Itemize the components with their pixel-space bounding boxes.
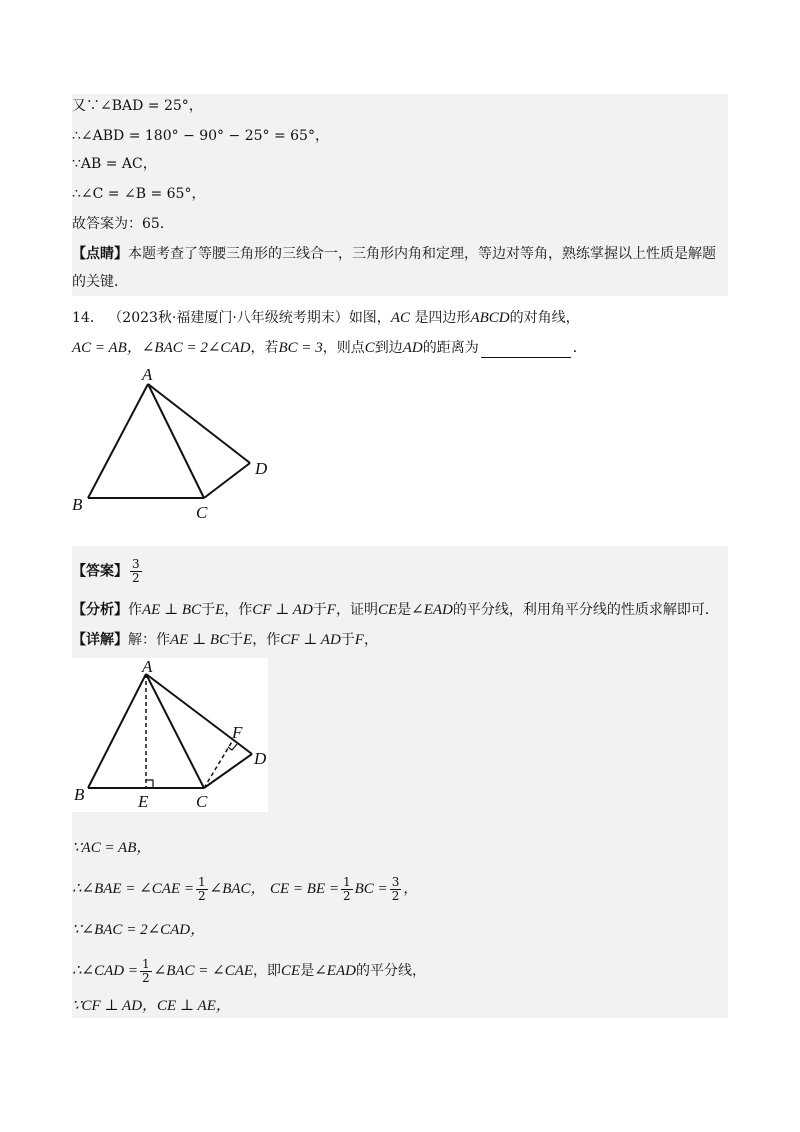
math: AC — [390, 310, 410, 326]
step-line — [72, 956, 426, 986]
question-text: ，若 — [250, 340, 279, 356]
text: 作 — [128, 602, 142, 618]
math: CF ⊥ AD — [252, 602, 313, 618]
math: ABCD — [470, 310, 510, 326]
answer-line: 故答案为：65． — [72, 216, 174, 232]
answer-line — [72, 558, 144, 585]
answer-fraction — [130, 558, 142, 585]
fraction-denominator: 2 — [343, 888, 351, 903]
fraction-denominator: 2 — [141, 970, 150, 985]
question-14-line-1 — [72, 308, 580, 328]
text: 的平分线， — [355, 963, 426, 979]
math: AC = AB，∠BAC = 2∠CAD — [72, 340, 251, 356]
analysis-line — [72, 600, 719, 620]
math: ∵CF ⊥ AD，CE ⊥ AE， — [72, 998, 231, 1014]
label-c: C — [196, 792, 208, 811]
label-c: C — [196, 503, 208, 522]
question-text: ，则点 — [322, 340, 365, 356]
figure-construction — [72, 658, 268, 812]
text: 是 — [397, 602, 412, 618]
question-14-line-2 — [72, 338, 587, 358]
text: 于 — [340, 632, 355, 648]
label-b: B — [72, 495, 83, 514]
fraction-numerator: 3 — [391, 874, 400, 889]
fraction-numerator: 1 — [343, 874, 351, 889]
fraction-numerator: 1 — [198, 874, 206, 889]
text: ，作 — [252, 632, 281, 648]
step-line: ∵AB = AC， — [72, 156, 157, 172]
math: CE — [281, 963, 301, 979]
fraction-half — [140, 958, 152, 985]
question-text: 是四边形 — [414, 310, 471, 326]
text: ， — [403, 881, 418, 897]
step-line — [72, 920, 205, 940]
fraction-denominator: 2 — [132, 571, 140, 585]
segment-ad — [148, 384, 250, 463]
figure-quadrilateral-abcd — [60, 360, 300, 530]
question-text: 的对角线， — [509, 310, 580, 326]
question-source: （2023秋·福建厦门·八年级统考期末） — [108, 310, 349, 326]
label-d: D — [255, 459, 268, 478]
step-line: ∴∠ABD = 180° − 90° − 25° = 65°， — [72, 128, 329, 144]
fraction-half — [196, 876, 208, 903]
math: F — [354, 632, 364, 648]
math: AE ⊥ BC — [142, 602, 202, 618]
dianjing-tag: 【点睛】 — [72, 246, 128, 262]
fraction-denominator: 2 — [391, 888, 400, 903]
fraction-numerator: 1 — [141, 956, 150, 971]
question-text: ． — [572, 340, 587, 356]
step-line — [72, 838, 151, 858]
dianjing-text: 本题考查了等腰三角形的三线合一，三角形内角和定理，等边对等角，熟练掌握以上性质是解题 — [128, 246, 716, 262]
answer-blank — [481, 343, 571, 358]
math: AD — [402, 340, 423, 356]
fraction-numerator: 3 — [132, 557, 140, 571]
math: ∠EAD — [314, 963, 356, 979]
text: 于 — [312, 602, 327, 618]
math: AE ⊥ BC — [170, 632, 230, 648]
math: BC = — [354, 881, 388, 897]
label-f: F — [232, 723, 243, 742]
segment-ac — [148, 384, 204, 498]
math: ∠BAC = ∠CAE — [153, 963, 254, 979]
step-line — [72, 874, 417, 904]
math: ∴∠CAD = — [72, 963, 138, 979]
math: ∵∠BAC = 2∠CAD， — [72, 922, 206, 938]
math: BC = 3 — [278, 340, 323, 356]
text: ， — [363, 632, 378, 648]
question-text: 到边 — [374, 340, 403, 356]
text: 解：作 — [128, 632, 170, 648]
answer-tag: 【答案】 — [72, 563, 128, 580]
text: ，即 — [253, 963, 282, 979]
fraction-three-halves — [390, 876, 402, 903]
step-line: 又∵∠BAD = 25°， — [72, 98, 203, 114]
math: E — [215, 602, 225, 618]
detail-tag: 【详解】 — [72, 632, 128, 648]
detail-line — [72, 630, 378, 650]
text: ，证明 — [335, 602, 378, 618]
segment-ab — [88, 384, 148, 498]
fraction-denominator: 2 — [198, 888, 206, 903]
segment-cd — [204, 463, 250, 498]
math: E — [243, 632, 253, 648]
text: 于 — [229, 632, 244, 648]
question-text: 的距离为 — [422, 340, 479, 356]
text: 的平分线，利用角平分线的性质求解即可． — [452, 602, 719, 618]
question-number: 14． — [72, 310, 104, 326]
label-e: E — [138, 792, 149, 811]
step-line — [72, 996, 231, 1016]
fraction-half — [341, 876, 353, 903]
math: CE — [377, 602, 398, 618]
math: ∠EAD — [411, 602, 453, 618]
math: ∵AC = AB， — [72, 840, 152, 856]
math: CE = BE = — [270, 881, 339, 897]
label-a: A — [142, 658, 153, 676]
text: ，作 — [224, 602, 253, 618]
math: C — [364, 340, 375, 356]
dianjing-line — [72, 244, 716, 264]
text: 是 — [300, 963, 315, 979]
question-text: 如图， — [348, 310, 391, 326]
label-a: A — [142, 365, 153, 384]
math: ∴∠BAE = ∠CAE = — [72, 881, 194, 897]
analysis-tag: 【分析】 — [72, 602, 128, 618]
label-d: D — [254, 749, 267, 768]
dianjing-line-2: 的关键． — [72, 274, 128, 290]
math: ∠BAC， — [209, 881, 266, 897]
label-b: B — [74, 785, 85, 804]
step-line: ∴∠C = ∠B = 65°， — [72, 186, 206, 202]
math: CF ⊥ AD — [280, 632, 341, 648]
text: 于 — [201, 602, 216, 618]
math: F — [326, 602, 336, 618]
